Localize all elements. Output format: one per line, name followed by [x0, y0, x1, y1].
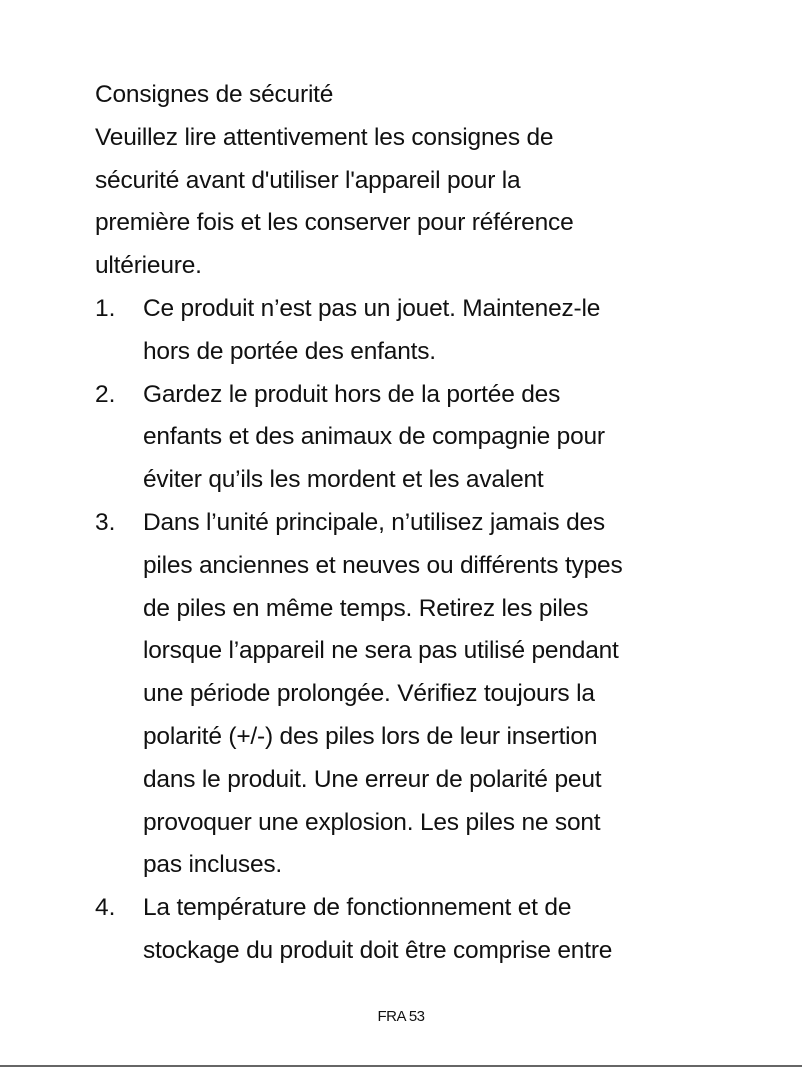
item-number: 3.: [95, 508, 116, 536]
list-item: [95, 502, 802, 887]
item-line: Ce produit n’est pas un jouet. Maintenez-le: [143, 294, 601, 322]
item-line: éviter qu’ils les mordent et les avalent: [143, 466, 544, 494]
intro-line: sécurité avant d'utiliser l'appareil pour la: [95, 166, 521, 194]
item-number: 2.: [95, 380, 116, 408]
intro-line: ultérieure.: [95, 252, 202, 280]
item-line: piles anciennes et neuves ou différents types: [143, 551, 623, 579]
safety-list: [95, 288, 802, 973]
intro-line: première fois et les conserver pour référence: [95, 209, 574, 237]
page-divider: [0, 1065, 802, 1067]
item-line: une période prolongée. Vérifiez toujours la: [143, 680, 595, 708]
item-number: 1.: [95, 294, 116, 322]
item-line: enfants et des animaux de compagnie pour: [143, 423, 605, 451]
item-number: 4.: [95, 894, 116, 922]
item-line: provoquer une explosion. Les piles ne sont: [143, 808, 601, 836]
list-item: [95, 288, 802, 374]
item-line: stockage du produit doit être comprise entre: [143, 936, 613, 964]
item-line: Dans l’unité principale, n’utilisez jamais des: [143, 508, 605, 536]
item-line: La température de fonctionnement et de: [143, 894, 572, 922]
item-line: de piles en même temps. Retirez les piles: [143, 594, 589, 622]
item-line: hors de portée des enfants.: [143, 337, 436, 365]
item-line: pas incluses.: [143, 851, 283, 879]
item-line: dans le produit. Une erreur de polarité peut: [143, 765, 602, 793]
list-item: [95, 374, 802, 502]
page-number: FRA 53: [377, 1008, 425, 1025]
document-page: [95, 74, 802, 973]
item-line: lorsque l’appareil ne sera pas utilisé pendant: [143, 637, 619, 665]
intro-paragraph: [95, 117, 802, 288]
item-line: Gardez le produit hors de la portée des: [143, 380, 561, 408]
intro-line: Veuillez lire attentivement les consignes de: [95, 123, 554, 151]
item-line: polarité (+/-) des piles lors de leur insertion: [143, 722, 598, 750]
list-item: [95, 887, 802, 973]
section-title: Consignes de sécurité: [95, 81, 334, 108]
